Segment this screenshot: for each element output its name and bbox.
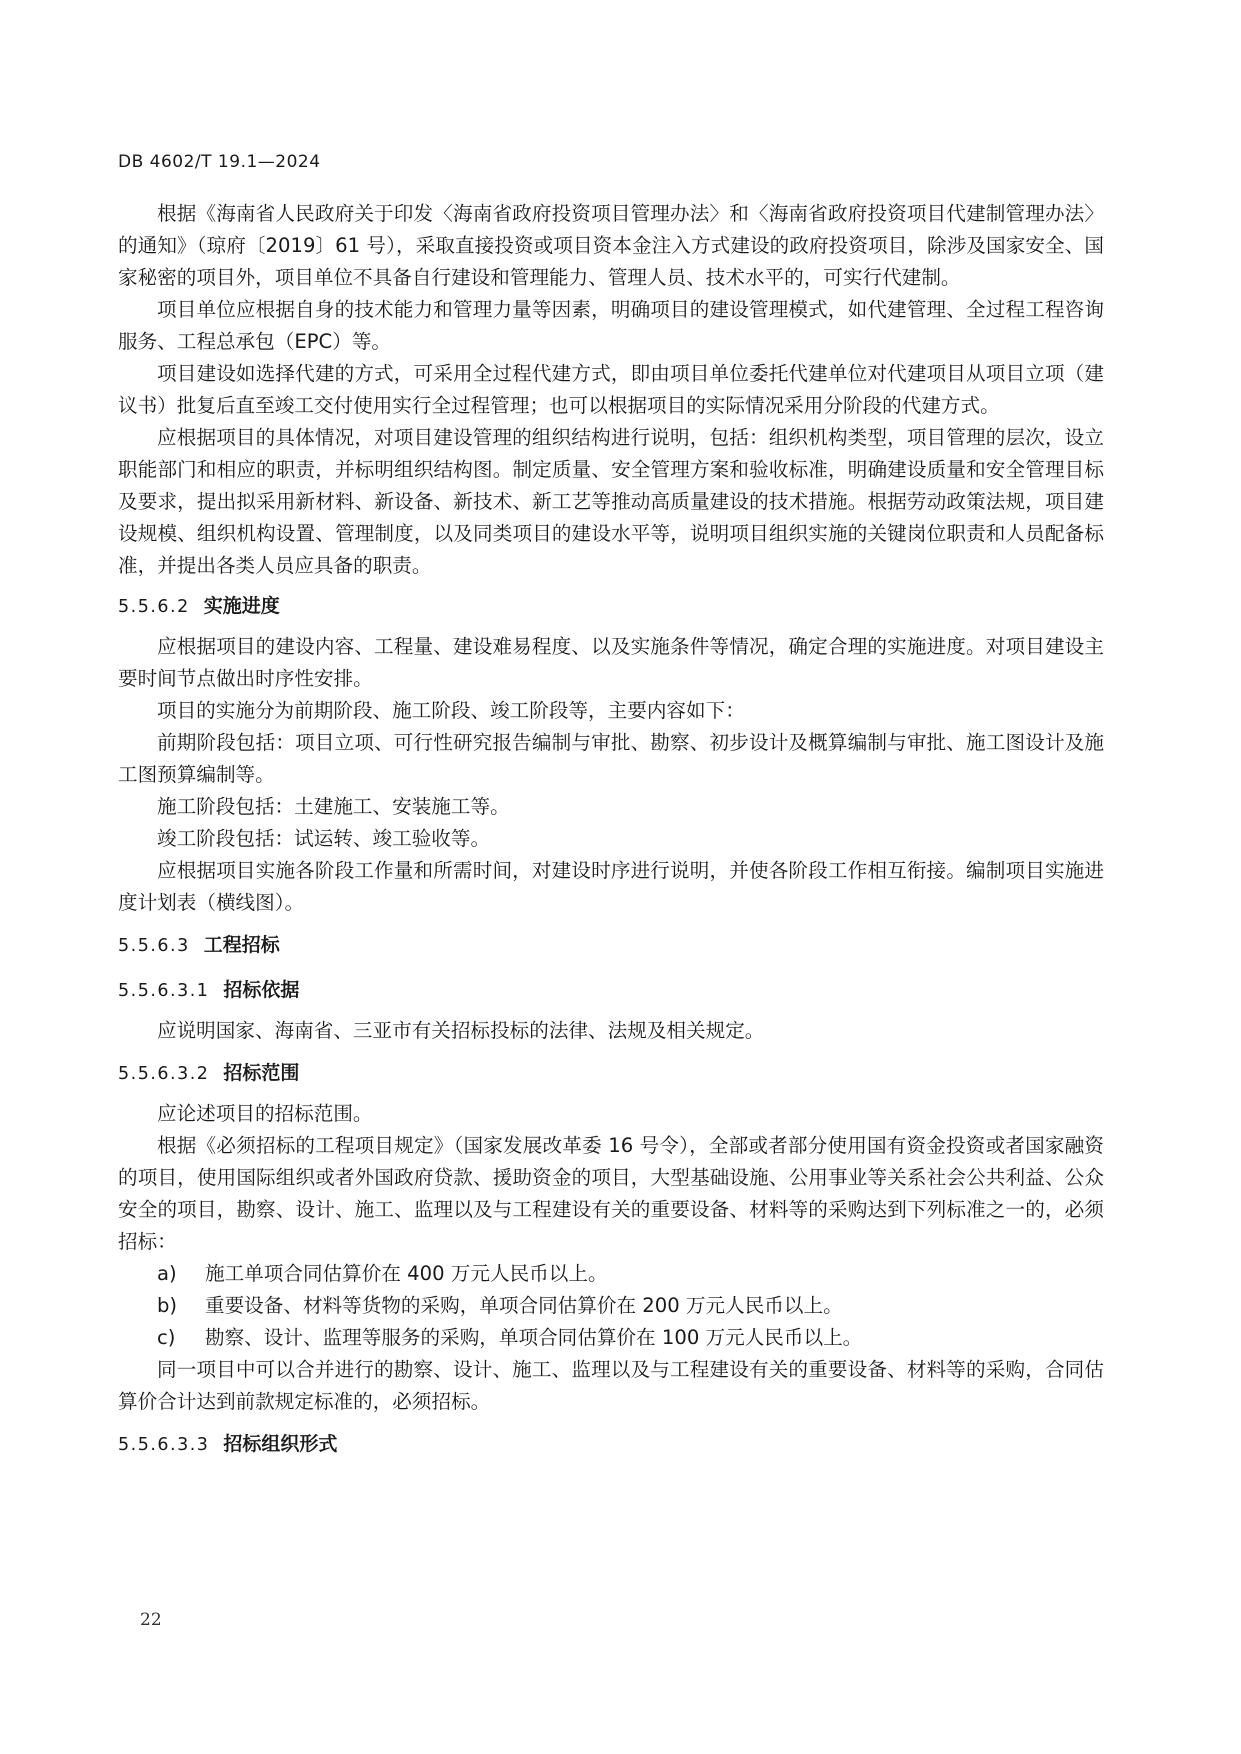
- list-marker: c): [157, 1326, 176, 1349]
- section-heading: [118, 1055, 1104, 1092]
- paragraph: 施工阶段包括：土建施工、安装施工等。: [157, 795, 510, 818]
- section-title: 招标依据: [223, 979, 300, 1001]
- paragraph: 应论述项目的招标范围。: [157, 1102, 373, 1125]
- section-heading: [118, 588, 1104, 625]
- paragraph: 根据《海南省人民政府关于印发〈海南省政府投资项目管理办法〉和〈海南省政府投资项目代建制管理办法〉的通知》（琼府〔2019〕61 号），采取直接投资或项目资本金注入方式建设的政府投资项目，除涉及国家安全、国家秘密的项目外，项目单位不具备自行建设和管理能力、管理人员、技术水平的，可实行代建制。: [118, 202, 1104, 289]
- section-number: 5.5.6.3.1: [118, 981, 210, 1001]
- list-marker: b): [157, 1294, 178, 1317]
- paragraph: 应根据项目的具体情况，对项目建设管理的组织结构进行说明，包括：组织机构类型，项目管理的层次，设立职能部门和相应的职责，并标明组织结构图。制定质量、安全管理方案和验收标准，明确建设质量和安全管理目标及要求，提出拟采用新材料、新设备、新技术、新工艺等推动高质量建设的技术措施。根据劳动政策法规，项目建设规模、组织机构设置、管理制度，以及同类项目的建设水平等，说明项目组织实施的关键岗位职责和人员配备标准，并提出各类人员应具备的职责。: [118, 426, 1104, 577]
- paragraph: 应说明国家、海南省、三亚市有关招标投标的法律、法规及相关规定。: [157, 1019, 765, 1042]
- list-text: 勘察、设计、监理等服务的采购，单项合同估算价在 100 万元人民币以上。: [205, 1326, 863, 1349]
- paragraph: 前期阶段包括：项目立项、可行性研究报告编制与审批、勘察、初步设计及概算编制与审批、施工图设计及施工图预算编制等。: [118, 731, 1104, 786]
- section-title: 实施进度: [203, 595, 280, 617]
- paragraph: 项目建设如选择代建的方式，可采用全过程代建方式，即由项目单位委托代建单位对代建项目从项目立项（建议书）批复后直至竣工交付使用实行全过程管理；也可以根据项目的实际情况采用分阶段的代建方式。: [118, 362, 1104, 417]
- section-number: 5.5.6.2: [118, 597, 190, 617]
- list-item: [118, 1258, 1104, 1290]
- paragraph: 项目的实施分为前期阶段、施工阶段、竣工阶段等，主要内容如下：: [157, 699, 745, 722]
- document-body: [118, 198, 1104, 1463]
- section-number: 5.5.6.3: [118, 936, 190, 956]
- list-text: 施工单项合同估算价在 400 万元人民币以上。: [205, 1262, 608, 1285]
- paragraph: 项目单位应根据自身的技术能力和管理力量等因素，明确项目的建设管理模式，如代建管理、全过程工程咨询服务、工程总承包（EPC）等。: [118, 298, 1104, 353]
- section-title: 工程招标: [203, 934, 280, 956]
- paragraph: 竣工阶段包括：试运转、竣工验收等。: [157, 827, 491, 850]
- section-heading: [118, 927, 1104, 964]
- paragraph: 根据《必须招标的工程项目规定》（国家发展改革委 16 号令），全部或者部分使用国有资金投资或者国家融资的项目，使用国际组织或者外国政府贷款、援助资金的项目，大型基础设施、公用事业等关系社会公共利益、公众安全的项目，勘察、设计、施工、监理以及与工程建设有关的重要设备、材料等的采购达到下列标准之一的，必须招标：: [118, 1134, 1104, 1253]
- page-number: 22: [140, 1610, 162, 1630]
- section-number: 5.5.6.3.3: [118, 1435, 210, 1455]
- section-title: 招标范围: [223, 1062, 300, 1084]
- list-marker: a): [157, 1262, 177, 1285]
- document-code: DB 4602/T 19.1—2024: [118, 152, 321, 172]
- list-item: [118, 1290, 1104, 1322]
- section-heading: [118, 972, 1104, 1009]
- list-item: [118, 1322, 1104, 1354]
- paragraph: 应根据项目的建设内容、工程量、建设难易程度、以及实施条件等情况，确定合理的实施进度。对项目建设主要时间节点做出时序性安排。: [118, 635, 1104, 690]
- list-text: 重要设备、材料等货物的采购，单项合同估算价在 200 万元人民币以上。: [205, 1294, 843, 1317]
- paragraph: 同一项目中可以合并进行的勘察、设计、施工、监理以及与工程建设有关的重要设备、材料等的采购，合同估算价合计达到前款规定标准的，必须招标。: [118, 1358, 1104, 1413]
- section-title: 招标组织形式: [223, 1433, 338, 1455]
- section-heading: [118, 1426, 1104, 1463]
- section-number: 5.5.6.3.2: [118, 1064, 210, 1084]
- paragraph: 应根据项目实施各阶段工作量和所需时间，对建设时序进行说明，并使各阶段工作相互衔接。编制项目实施进度计划表（横线图）。: [118, 859, 1104, 914]
